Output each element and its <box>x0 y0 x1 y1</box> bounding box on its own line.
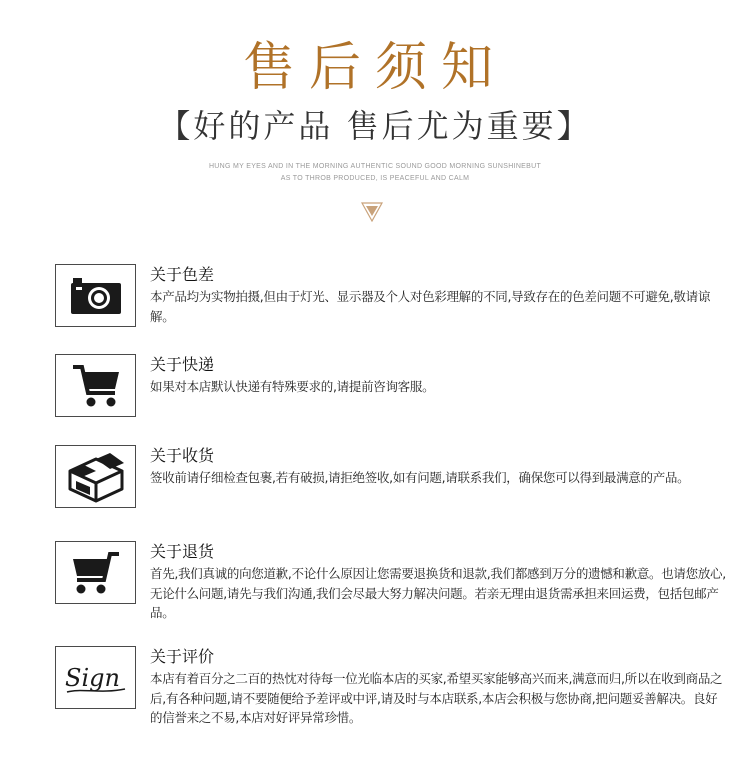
item-title: 关于色差 <box>150 265 215 284</box>
item-title: 关于快递 <box>150 355 215 374</box>
icon-frame <box>55 354 136 417</box>
icon-frame <box>55 264 136 327</box>
icon-frame <box>55 646 136 709</box>
item-title: 关于收货 <box>150 446 215 465</box>
item-body: 签收前请仔细检查包裹,若有破损,请拒绝签收,如有问题,请联系我们，确保您可以得到最满意的产品。 <box>150 470 690 485</box>
item-body: 首先,我们真诚的向您道歉,不论什么原因让您需要退换货和退款,我们都感到万分的遗憾和歉意。也请您放心,无论什么问题,请先与我们沟通,我们会尽最大努力解决问题。若亲无理由退货需承担来回运费，包括包邮产品。 <box>150 566 726 620</box>
notice-item-color <box>55 264 735 336</box>
notice-item-delivery <box>55 354 735 426</box>
page-subtitle: 【好的产品 售后尤为重要】 <box>158 107 592 145</box>
icon-frame <box>55 445 136 508</box>
camera-icon <box>70 277 122 315</box>
package-box-icon <box>66 451 126 503</box>
shopping-cart-icon <box>71 550 121 596</box>
signature-icon <box>61 658 131 698</box>
icon-frame <box>55 541 136 604</box>
notice-item-returns <box>55 541 735 620</box>
item-body: 本店有着百分之二百的热忱对待每一位光临本店的买家,希望买家能够高兴而来,满意而归,所以在收到商品之后,有各种问题,请不要随便给予差评或中评,请及时与本店联系,本店会积极与您协商,把问题妥善解决。良好的信誉来之不易,本店对好评异常珍惜。 <box>150 671 723 725</box>
notice-item-receiving <box>55 445 735 517</box>
item-title: 关于评价 <box>150 647 215 666</box>
english-tagline-line2: AS TO THROB PRODUCED, IS PEACEFUL AND CALM <box>280 175 470 182</box>
item-body: 本产品均为实物拍摄,但由于灯光、显示器及个人对色彩理解的不同,导致存在的色差问题不可避免,敬请谅解。 <box>150 289 711 324</box>
item-body: 如果对本店默认快递有特殊要求的,请提前咨询客服。 <box>150 379 435 394</box>
item-title: 关于退货 <box>150 542 215 561</box>
shopping-cart-icon <box>71 363 121 409</box>
english-tagline-line1: HUNG MY EYES AND IN THE MORNING AUTHENTIC SOUND GOOD MORNING SUNSHINEBUT <box>208 163 542 170</box>
notice-item-reviews <box>55 646 735 725</box>
chevron-down-icon <box>361 202 383 222</box>
signature-text: Sign <box>64 663 120 692</box>
page-title: 售后须知 <box>242 38 507 98</box>
